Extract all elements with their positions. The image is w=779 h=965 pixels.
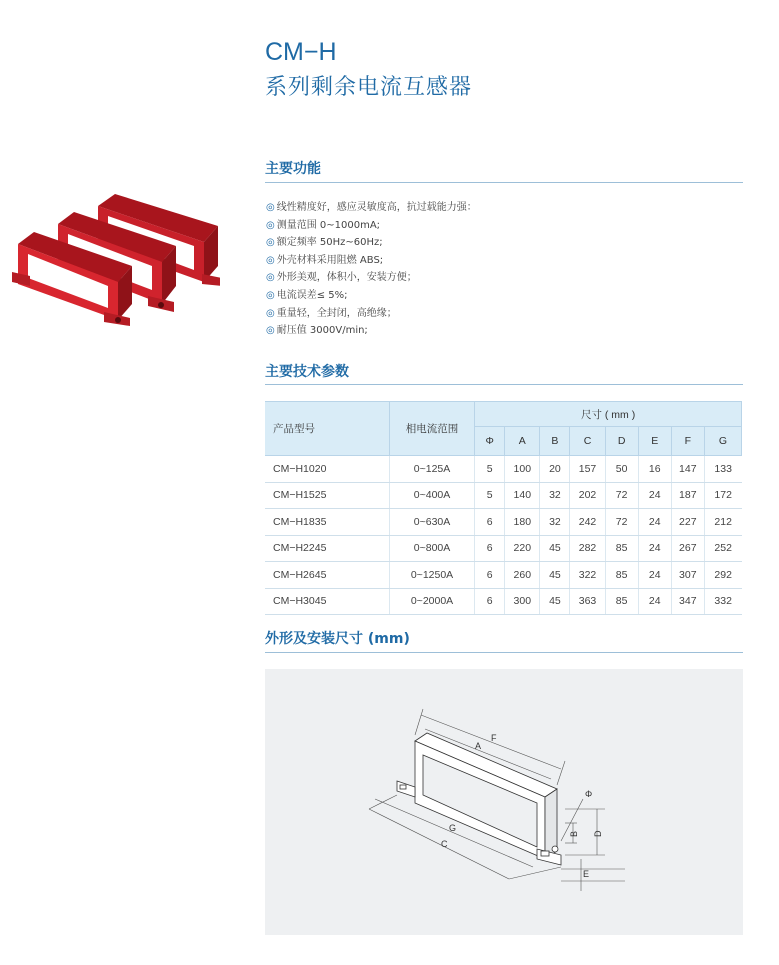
cell-dim: 147 bbox=[671, 456, 704, 483]
cell-model: CM−H2245 bbox=[265, 535, 389, 562]
cell-dim: 187 bbox=[671, 482, 704, 509]
header-model: 产品型号 bbox=[265, 402, 389, 456]
cell-dim: 100 bbox=[505, 456, 540, 483]
cell-dim: 16 bbox=[638, 456, 671, 483]
cell-dim: 85 bbox=[605, 588, 638, 615]
cell-dim: 252 bbox=[704, 535, 741, 562]
cell-model: CM−H1835 bbox=[265, 509, 389, 536]
features-divider bbox=[265, 182, 743, 183]
cell-dim: 202 bbox=[570, 482, 605, 509]
bullet-icon: ◎ bbox=[266, 202, 275, 213]
dim-label-f: F bbox=[491, 733, 497, 743]
cell-model: CM−H2645 bbox=[265, 562, 389, 589]
cell-dim: 24 bbox=[638, 588, 671, 615]
cell-dim: 282 bbox=[570, 535, 605, 562]
table-row bbox=[265, 456, 742, 483]
product-photo bbox=[8, 186, 220, 326]
cell-dim: 133 bbox=[704, 456, 741, 483]
dim-label-g: G bbox=[449, 823, 457, 833]
cell-dim: 72 bbox=[605, 482, 638, 509]
bullet-icon: ◎ bbox=[266, 289, 275, 301]
cell-dim: 6 bbox=[475, 588, 505, 615]
dim-label-a: A bbox=[475, 741, 482, 751]
cell-dim: 347 bbox=[671, 588, 704, 615]
cell-dim: 172 bbox=[704, 482, 741, 509]
dim-label-d: D bbox=[593, 830, 603, 837]
cell-dim: 20 bbox=[540, 456, 570, 483]
cell-dim: 32 bbox=[540, 482, 570, 509]
feature-item: ◎ 重量轻，全封闭，高绝缘； bbox=[266, 307, 397, 319]
cell-dim: 45 bbox=[540, 535, 570, 562]
feature-item: ◎ 电流误差≤ 5%; bbox=[266, 289, 348, 301]
bullet-icon: ◎ bbox=[266, 237, 275, 249]
specs-section-title: 主要技术参数 bbox=[265, 364, 349, 380]
header-dim-e: E bbox=[638, 427, 671, 456]
specs-divider bbox=[265, 384, 743, 385]
cell-range: 0~2000A bbox=[389, 588, 474, 615]
feature-item: ◎ 额定频率 50Hz~60Hz; bbox=[266, 237, 383, 249]
cell-dim: 267 bbox=[671, 535, 704, 562]
cell-dim: 300 bbox=[505, 588, 540, 615]
cell-dim: 322 bbox=[570, 562, 605, 589]
cell-dim: 307 bbox=[671, 562, 704, 589]
cell-dim: 24 bbox=[638, 562, 671, 589]
cell-dim: 24 bbox=[638, 535, 671, 562]
header-dim-g: G bbox=[704, 427, 741, 456]
header-dim-c: C bbox=[570, 427, 605, 456]
cell-dim: 5 bbox=[475, 482, 505, 509]
header-dim-f: F bbox=[671, 427, 704, 456]
dim-label-e: E bbox=[583, 869, 590, 879]
feature-item: ◎ 测量范围 0~1000mA; bbox=[266, 219, 381, 231]
cell-range: 0~800A bbox=[389, 535, 474, 562]
dim-label-phi: Φ bbox=[585, 789, 593, 799]
cell-model: CM−H1020 bbox=[265, 456, 389, 483]
cell-dim: 50 bbox=[605, 456, 638, 483]
cell-dim: 45 bbox=[540, 562, 570, 589]
header-dim-b: B bbox=[540, 427, 570, 456]
cell-dim: 6 bbox=[475, 535, 505, 562]
table-row bbox=[265, 535, 742, 562]
cell-dim: 180 bbox=[505, 509, 540, 536]
cell-model: CM−H1525 bbox=[265, 482, 389, 509]
cell-dim: 6 bbox=[475, 509, 505, 536]
cell-range: 0~630A bbox=[389, 509, 474, 536]
cell-dim: 140 bbox=[505, 482, 540, 509]
header-dim-a: A bbox=[505, 427, 540, 456]
cell-range: 0~400A bbox=[389, 482, 474, 509]
table-row bbox=[265, 588, 742, 615]
cell-dim: 85 bbox=[605, 562, 638, 589]
page-title-cn: 系列剩余电流互感器 bbox=[265, 75, 473, 100]
bullet-icon: ◎ bbox=[266, 325, 275, 337]
table-row bbox=[265, 482, 742, 509]
features-section-title: 主要功能 bbox=[265, 161, 321, 177]
cell-dim: 24 bbox=[638, 482, 671, 509]
bullet-icon: ◎ bbox=[266, 254, 275, 266]
header-dim-d: D bbox=[605, 427, 638, 456]
dimensions-section-title: 外形及安装尺寸 (mm) bbox=[265, 631, 410, 647]
cell-dim: 5 bbox=[475, 456, 505, 483]
dimension-diagram-panel bbox=[265, 669, 743, 935]
table-row bbox=[265, 562, 742, 589]
dim-label-c: C bbox=[441, 839, 448, 849]
feature-item: ◎ 外壳材料采用阻燃 ABS; bbox=[266, 254, 384, 266]
header-current-range: 相电流范围 bbox=[389, 402, 474, 456]
bullet-icon: ◎ bbox=[266, 307, 275, 319]
cell-dim: 212 bbox=[704, 509, 741, 536]
feature-item: ◎ 外形美观，体积小，安装方便； bbox=[266, 272, 417, 284]
header-size: 尺寸 ( mm ) bbox=[475, 402, 742, 427]
cell-dim: 242 bbox=[570, 509, 605, 536]
header-dim-phi: Φ bbox=[475, 427, 505, 456]
dim-label-b: B bbox=[569, 830, 579, 837]
table-row bbox=[265, 509, 742, 536]
cell-dim: 332 bbox=[704, 588, 741, 615]
cell-dim: 72 bbox=[605, 509, 638, 536]
cell-dim: 292 bbox=[704, 562, 741, 589]
cell-dim: 45 bbox=[540, 588, 570, 615]
cell-model: CM−H3045 bbox=[265, 588, 389, 615]
dimension-drawing bbox=[265, 669, 743, 935]
features-list bbox=[266, 199, 477, 340]
cell-dim: 157 bbox=[570, 456, 605, 483]
cell-dim: 24 bbox=[638, 509, 671, 536]
bullet-icon: ◎ bbox=[266, 272, 275, 284]
dimensions-divider bbox=[265, 652, 743, 653]
spec-table bbox=[265, 401, 742, 615]
bullet-icon: ◎ bbox=[266, 219, 275, 231]
cell-dim: 85 bbox=[605, 535, 638, 562]
cell-dim: 32 bbox=[540, 509, 570, 536]
feature-item: ◎ 线性精度好，感应灵敏度高，抗过载能力强： bbox=[266, 202, 477, 213]
cell-dim: 363 bbox=[570, 588, 605, 615]
page-title-en: CM−H bbox=[265, 38, 337, 66]
cell-dim: 220 bbox=[505, 535, 540, 562]
feature-item: ◎ 耐压值 3000V/min; bbox=[266, 325, 368, 337]
cell-range: 0~1250A bbox=[389, 562, 474, 589]
cell-dim: 227 bbox=[671, 509, 704, 536]
cell-range: 0~125A bbox=[389, 456, 474, 483]
cell-dim: 260 bbox=[505, 562, 540, 589]
cell-dim: 6 bbox=[475, 562, 505, 589]
